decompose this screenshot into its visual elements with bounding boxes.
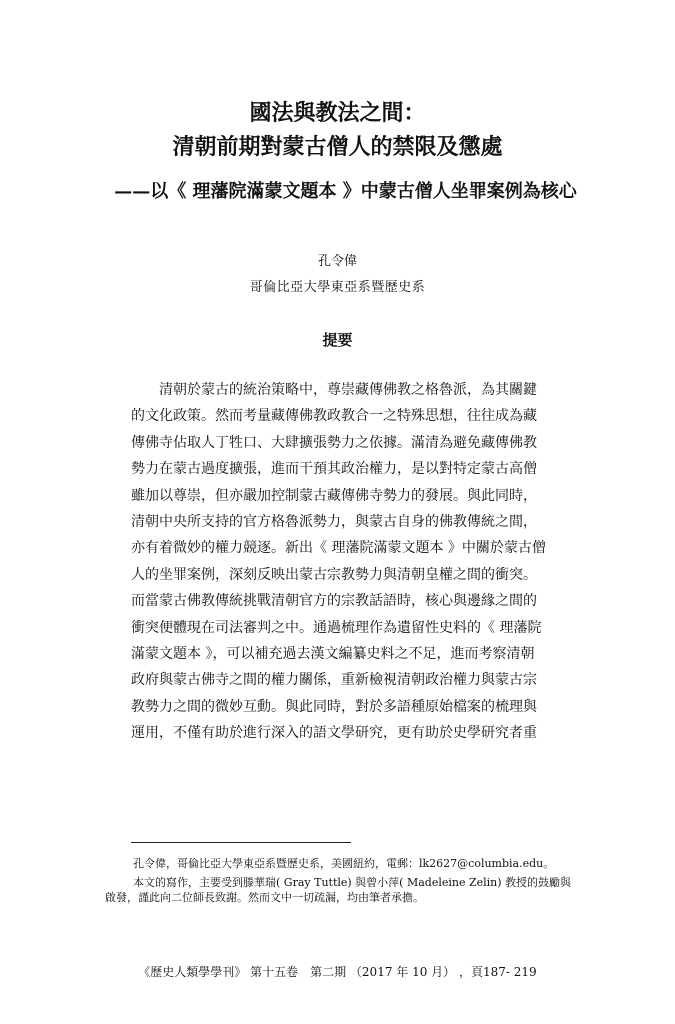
footnote-acknowledgement: 本文的寫作，主要受到滕華瑞( Gray Tuttle) 與曾小萍( Madeleine Zelin) 教授的鼓勵與啟發，謹此向二位師長致謝。然而文中一切疏漏，均由筆者承擔。 [105,876,572,904]
abstract-line: 清朝中央所支持的官方格魯派勢力，與蒙古自身的佛教傳統之間， [131,513,537,530]
abstract-line: 教勢力之間的微妙互動。與此同時，對於多語種原始檔案的梳理與 [131,698,537,715]
abstract-line: 衝突便體現在司法審判之中。通過梳理作為遺留性史料的《 理藩院 [131,619,542,636]
abstract-line: 運用，不僅有助於進行深入的語文學研究，更有助於史學研究者重 [131,725,537,742]
abstract-line: 而當蒙古佛教傳統挑戰清朝官方的宗教話語時，核心與邊緣之間的 [131,593,537,610]
footnote-divider [131,842,351,843]
abstract-line: 滿蒙文題本 》，可以補充過去漢文編纂史料之不足，進而考察清朝 [131,645,535,662]
abstract-line: 傳佛寺佔取人丁牲口、大肆擴張勢力之依據。滿清為避免藏傳佛教 [131,434,537,451]
abstract-line: 雖加以尊崇，但亦嚴加控制蒙古藏傳佛寺勢力的發展。與此同時， [131,487,537,504]
abstract-line: 清朝於蒙古的統治策略中，尊崇藏傳佛教之格魯派，為其關鍵 [159,382,537,398]
title-line-1: 國法與教法之間： [249,100,426,126]
abstract-body [131,377,576,746]
abstract-line: 勢力在蒙古過度擴張，進而干預其政治權力，是以對特定蒙古高僧 [131,461,537,478]
abstract-line: 的文化政策。然而考量藏傳佛教政教合一之特殊思想，往往成為藏 [131,408,537,425]
author-affiliation: 哥倫比亞大學東亞系暨歷史系 [249,280,426,295]
abstract-line: 人的坐罪案例，深刻反映出蒙古宗教勢力與清朝皇權之間的衝突。 [131,566,537,583]
abstract-line: 亦有着微妙的權力競逐。新出《 理藩院滿蒙文題本 》中關於蒙古僧 [131,540,546,557]
journal-citation-footer: 《歷史人類學學刊》 第十五卷 第二期 （2017 年 10 月） ，頁187- 219 [138,965,537,979]
abstract-heading: 提要 [322,331,353,349]
title-line-2: 清朝前期對蒙古僧人的禁限及懲處 [172,134,503,160]
footnote-author: 孔令偉，哥倫比亞大學東亞系暨歷史系，美國紐約，電郵：lk2627@columbia.edu。 [133,857,555,870]
abstract-line: 政府與蒙古佛寺之間的權力關係，重新檢視清朝政治權力與蒙古宗 [131,672,537,689]
author-name: 孔令偉 [317,254,357,269]
subtitle: ——以《 理藩院滿蒙文題本 》中蒙古僧人坐罪案例為核心 [114,181,577,202]
